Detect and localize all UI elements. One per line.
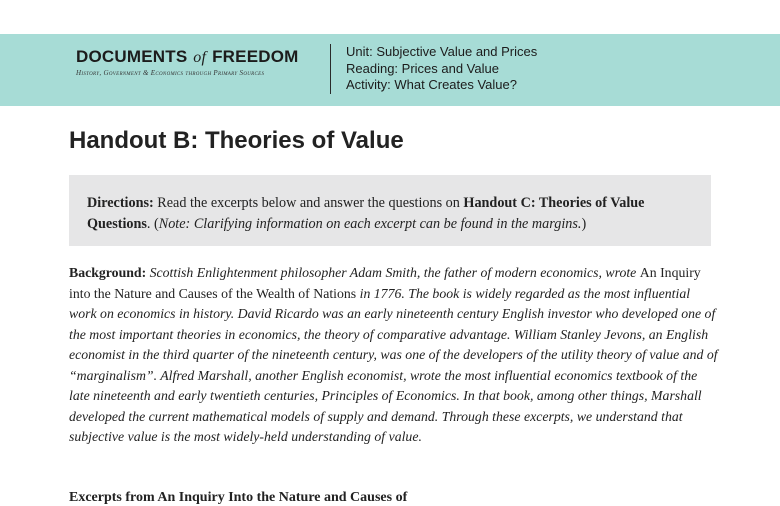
brand-title-left: DOCUMENTS xyxy=(76,47,188,66)
banner-divider xyxy=(330,44,331,94)
directions-text-after: . ( xyxy=(146,216,159,232)
unit-info xyxy=(346,44,537,94)
directions-text-before: Read the excerpts below and answer the questions on xyxy=(153,195,464,211)
unit-label: Unit: Subjective Value and Prices xyxy=(346,44,538,59)
brand-title-of: of xyxy=(193,49,207,66)
brand-subtitle: History, Government & Economics through Primary Sources xyxy=(76,69,265,77)
background-paragraph xyxy=(69,263,719,448)
background-label: Background: xyxy=(69,265,147,280)
brand-logo xyxy=(76,47,316,77)
directions-close: ) xyxy=(581,216,587,232)
background-text-2: in 1776. The book is widely regarded as the most influential work on economics in history. David Ricardo was an early nineteenth century English investor who developed one of the most important theories in economics, the theory of comparative advantage. William Stanley Jevons, an English economist in the third quarter of the nineteenth century, was one of the developers of the utility theory of value and of “marginalism”. Alfred Marshall, another English economist, wrote the most influential economics textbook of the late nineteenth and early twentieth centuries, Principles of Economics. In that book, among other things, Marshall developed the current mathematical models of supply and demand. Through these excerpts, we understand that subjective value is the most widely-held understanding of value. xyxy=(69,285,718,444)
brand-title xyxy=(76,47,316,68)
directions-text xyxy=(87,193,697,235)
directions-box xyxy=(69,175,711,246)
page-title: Handout B: Theories of Value xyxy=(69,127,404,154)
brand-title-right: FREEDOM xyxy=(212,47,299,66)
directions-note: Note: Clarifying information on each excerpt can be found in the margins. xyxy=(158,216,582,232)
directions-reference: Handout C: Theories of Value Questions xyxy=(87,195,645,232)
activity-label: Activity: What Creates Value? xyxy=(346,77,517,92)
background-book-title: An Inquiry into the Nature and Causes of the Wealth of Nations xyxy=(69,265,701,301)
reading-label: Reading: Prices and Value xyxy=(346,60,499,76)
directions-label: Directions: xyxy=(87,195,154,211)
top-margin xyxy=(0,0,780,34)
background-text-1: Scottish Enlightenment philosopher Adam Smith, the father of modern economics, wrote xyxy=(146,265,640,280)
excerpts-heading: Excerpts from An Inquiry Into the Nature and Causes of xyxy=(69,490,408,505)
